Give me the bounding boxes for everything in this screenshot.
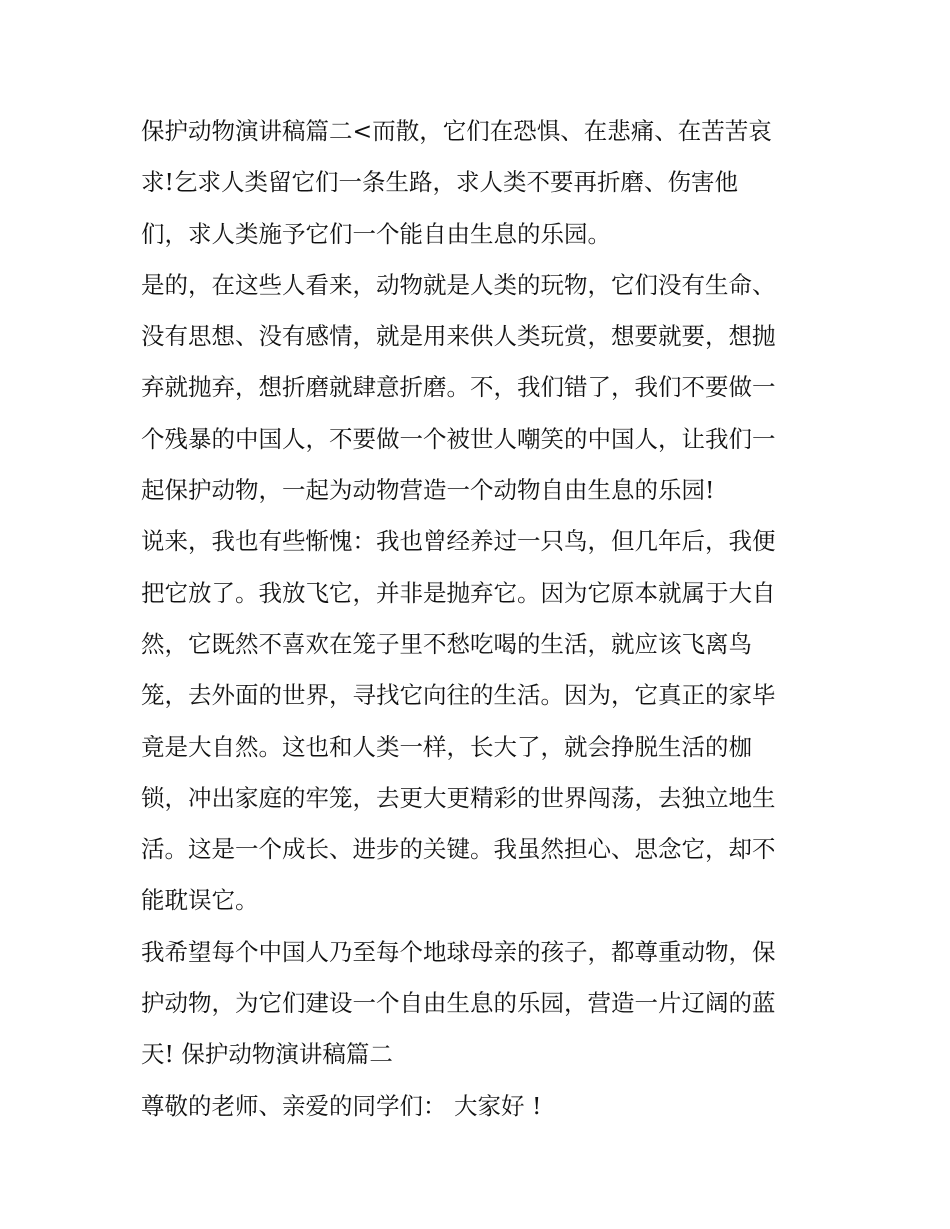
text-line: 起保护动物，一起为动物营造一个动物自由生息的乐园!: [141, 476, 715, 505]
text-line: 弃就抛弃，想折磨就肆意折磨。不，我们错了，我们不要做一: [141, 373, 776, 402]
text-line: 锁，冲出家庭的牢笼，去更大更精彩的世界闯荡，去独立地生: [141, 783, 776, 812]
document-body: [141, 106, 813, 1132]
text-line: 保护动物演讲稿篇二<而散，它们在恐惧、在悲痛、在苦苦哀: [141, 117, 772, 145]
text-line: 说来，我也有些惭愧：我也曾经养过一只鸟，但几年后，我便: [141, 527, 776, 556]
text-line: 们，求人类施予它们一个能自由生息的乐园。: [141, 219, 611, 248]
text-line: 笼，去外面的世界，寻找它向往的生活。因为，它真正的家毕: [141, 681, 776, 710]
text-line: 求!乞求人类留它们一条生路，求人类不要再折磨、伤害他: [141, 168, 738, 197]
text-line: 没有思想、没有感情，就是用来供人类玩赏，想要就要，想抛: [141, 322, 776, 351]
text-line: 能耽误它。: [141, 886, 259, 915]
text-line: 活。这是一个成长、进步的关键。我虽然担心、思念它，却不: [141, 835, 776, 864]
text-line: 然，它既然不喜欢在笼子里不愁吃喝的生活，就应该飞离鸟: [141, 629, 752, 658]
text-line: 护动物，为它们建设一个自由生息的乐园，营造一片辽阔的蓝: [141, 989, 776, 1018]
text-line: 尊敬的老师、亲爱的同学们： 大家好 !: [141, 1091, 542, 1120]
text-line: 把它放了。我放飞它，并非是抛弃它。因为它原本就属于大自: [141, 578, 776, 607]
text-line: 竟是大自然。这也和人类一样，长大了，就会挣脱生活的枷: [141, 732, 752, 761]
text-line: 是的，在这些人看来，动物就是人类的玩物，它们没有生命、: [141, 270, 776, 299]
text-line: 个残暴的中国人，不要做一个被世人嘲笑的中国人，让我们一: [141, 424, 776, 453]
text-line: 我希望每个中国人乃至每个地球母亲的孩子，都尊重动物，保: [141, 937, 776, 966]
text-line: 天! 保护动物演讲稿篇二: [141, 1040, 393, 1069]
